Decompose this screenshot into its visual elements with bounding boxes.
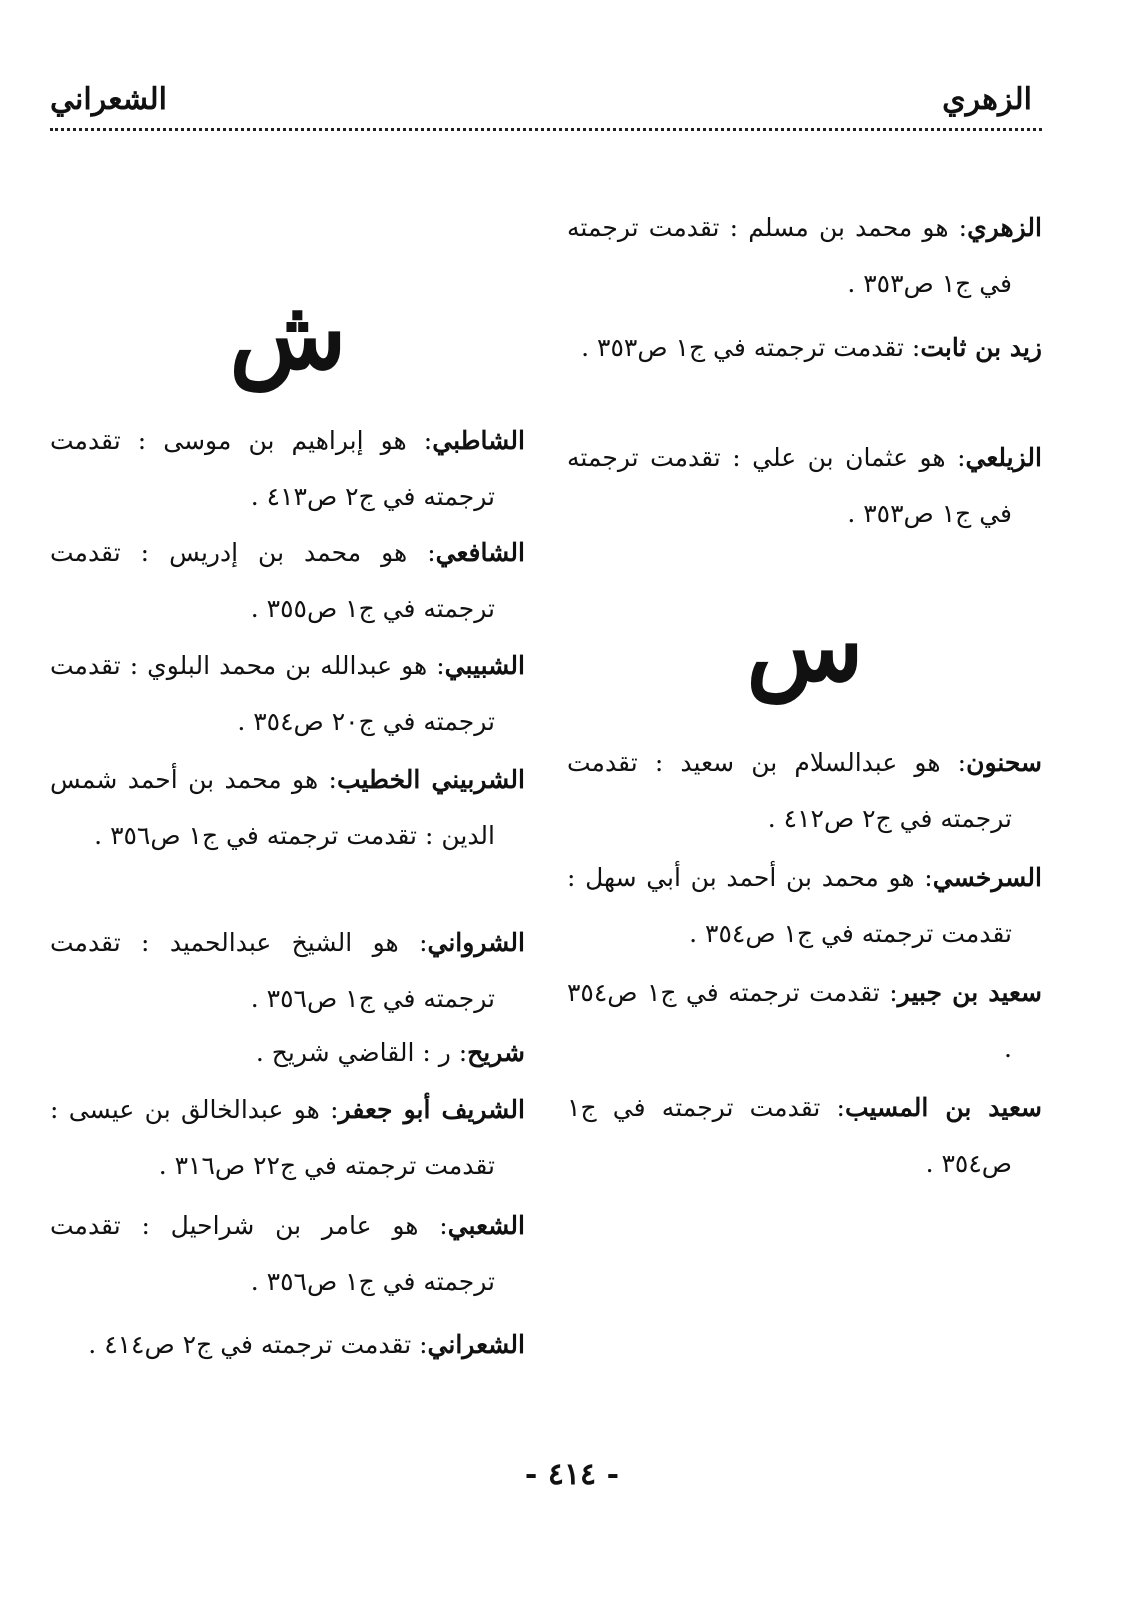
entry-name: الزيلعي	[965, 443, 1042, 472]
entry-shirbini	[50, 752, 525, 864]
entry-name: سعيد بن المسيب	[844, 1093, 1042, 1122]
entry-name: شريح	[467, 1038, 525, 1067]
entry-said-ibn-jubayr	[567, 965, 1042, 1077]
entry-text: : تقدمت ترجمته في ج١ ص٣٥٤ .	[567, 1093, 1012, 1178]
entry-text: : هو محمد بن مسلم : تقدمت ترجمته في ج١ ص٣٥٣ .	[567, 213, 1012, 298]
header-right-title: الزهري	[942, 82, 1032, 117]
page-number: - ٤١٤ -	[524, 1457, 620, 1492]
entry-sarakhsi	[567, 850, 1042, 962]
entry-text: : هو عامر بن شراحيل : تقدمت ترجمته في ج١ ص٣٥٦ .	[50, 1211, 495, 1296]
entry-name: السرخسي	[932, 863, 1042, 892]
entry-shurayh	[50, 1025, 525, 1081]
entry-text: : تقدمت ترجمته في ج١ ص٣٥٤ .	[567, 978, 1012, 1063]
entry-shatibi	[50, 413, 525, 525]
entry-name: الشربيني الخطيب	[336, 765, 525, 794]
entry-text: : هو إبراهيم بن موسى : تقدمت ترجمته في ج٢ ص٤١٣ .	[50, 426, 495, 511]
entry-name: الشعبي	[447, 1211, 525, 1240]
entry-sharani	[50, 1317, 525, 1373]
left-column	[50, 0, 525, 1613]
entry-said-ibn-musayyab	[567, 1080, 1042, 1192]
entry-name: زيد بن ثابت	[920, 333, 1042, 362]
entry-name: الزهري	[967, 213, 1042, 242]
entry-sahnun	[567, 735, 1042, 847]
entry-name: سعيد بن جبير	[897, 978, 1042, 1007]
entry-sharif-abu-jafar	[50, 1082, 525, 1194]
entry-name: الشريف أبو جعفر	[338, 1095, 525, 1124]
entry-text: : هو محمد بن إدريس : تقدمت ترجمته في ج١ ص٣٥٥ .	[50, 538, 495, 623]
entry-shafii	[50, 525, 525, 637]
entry-text: : هو محمد بن أحمد شمس الدين : تقدمت ترجمته في ج١ ص٣٥٦ .	[50, 765, 495, 850]
entry-shabibi	[50, 638, 525, 750]
entry-text: : هو محمد بن أحمد بن أبي سهل : تقدمت ترجمته في ج١ ص٣٥٤ .	[567, 863, 1012, 948]
entry-zaylai	[567, 430, 1042, 542]
entry-name: سحنون	[966, 748, 1042, 777]
entry-text: : هو عبدالله بن محمد البلوي : تقدمت ترجمته في ج٢٠ ص٣٥٤ .	[50, 651, 495, 736]
right-column	[567, 0, 1042, 1613]
entry-name: الشبيبي	[444, 651, 525, 680]
header-left-title: الشعراني	[50, 82, 167, 117]
entry-name: الشرواني	[427, 928, 525, 957]
entry-name: الشعراني	[427, 1330, 525, 1359]
entry-zayd-ibn-thabit	[567, 320, 1042, 376]
entry-text: : هو عثمان بن علي : تقدمت ترجمته في ج١ ص٣٥٣ .	[567, 443, 1012, 528]
entry-text: : هو عبدالسلام بن سعيد : تقدمت ترجمته في ج٢ ص٤١٢ .	[567, 748, 1012, 833]
entry-shabi	[50, 1198, 525, 1310]
entry-text: : تقدمت ترجمته في ج١ ص٣٥٣ .	[581, 333, 921, 362]
section-letter-shin: ش	[229, 278, 347, 391]
entry-text: : ر : القاضي شريح .	[255, 1038, 468, 1067]
entry-name: الشاطبي	[432, 426, 525, 455]
entry-text: : تقدمت ترجمته في ج٢ ص٤١٤ .	[88, 1330, 428, 1359]
entry-sharwani	[50, 915, 525, 1027]
entry-text: : هو الشيخ عبدالحميد : تقدمت ترجمته في ج١ ص٣٥٦ .	[50, 928, 495, 1013]
entry-text: : هو عبدالخالق بن عيسى : تقدمت ترجمته في ج٢٢ ص٣١٦ .	[50, 1095, 495, 1180]
entry-name: الشافعي	[435, 538, 525, 567]
section-letter-sin: س	[746, 590, 864, 703]
entry-zuhri	[567, 200, 1042, 312]
